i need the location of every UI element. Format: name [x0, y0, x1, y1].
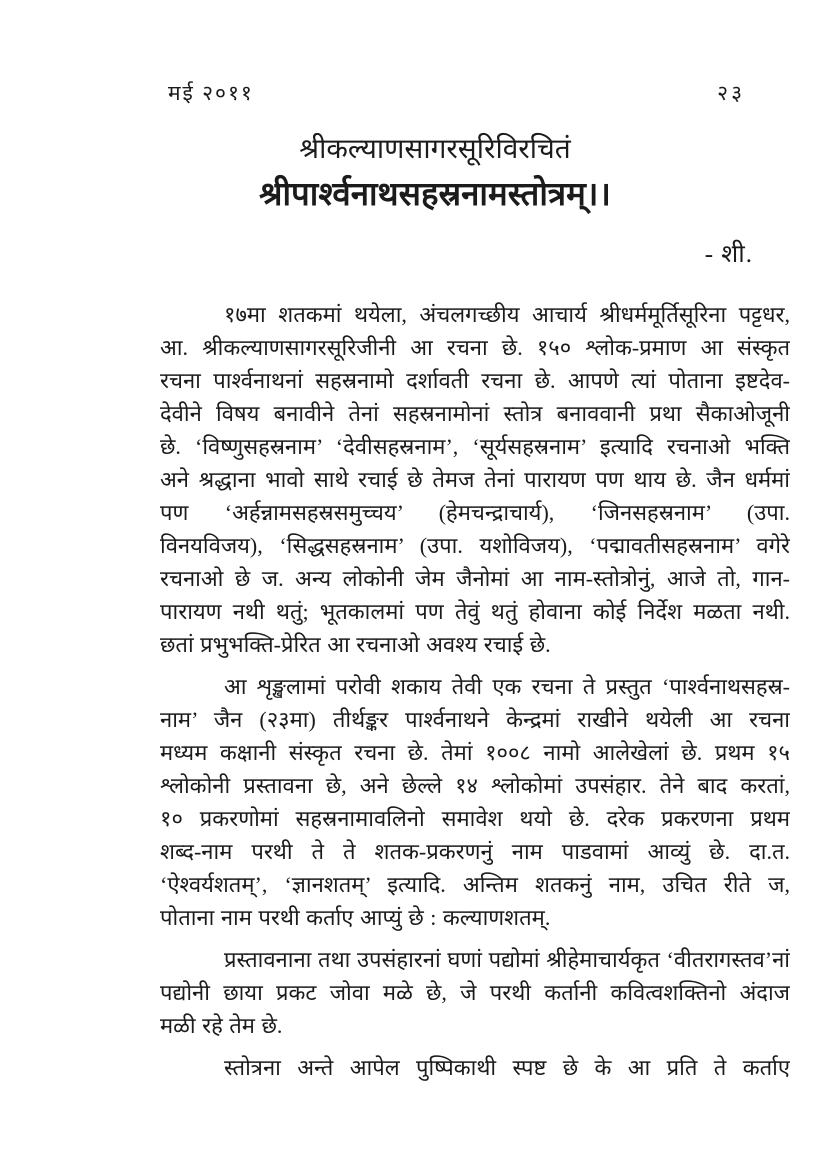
author-attribution: - शी.	[704, 241, 753, 268]
text-line: ‘ऐश्वर्यशतम्’, ‘ज्ञानशतम्’ इत्यादि. अन्तिम शतकनुं नाम, उचित रीते ज,	[160, 872, 790, 897]
title-block	[80, 130, 790, 220]
text-line: देवीने विषय बनावीने तेनां सहस्रनामोनां स्तोत्र बनाववानी प्रथा सैकाओजूनी	[160, 401, 790, 426]
text-line: पोताना नाम परथी कर्ताए आप्युं छे : कल्याणशतम्.	[160, 905, 551, 930]
text-line: शब्द-नाम परथी ते ते शतक-प्रकरणनुं नाम पाडवामां आव्युं छे. दा.त.	[160, 839, 790, 864]
text-line: पण ‘अर्हन्नामसहस्रसमुच्चय’ (हेमचन्द्राचार्य), ‘जिनसहस्रनाम’ (उपा.	[160, 500, 790, 525]
text-line: प्रस्तावनाना तथा उपसंहारनां घणां पद्योमां श्रीहेमाचार्यकृत ‘वीतरागस्तव’नां	[224, 947, 790, 972]
text-line: नाम’ जैन (२३मा) तीर्थङ्कर पार्श्वनाथने केन्द्रमां राखीने थयेली आ रचना	[160, 707, 790, 732]
text-line: मळी रहे तेम छे.	[160, 1013, 283, 1038]
text-line: १७मा शतकमां थयेला, अंचलगच्छीय आचार्य श्रीधर्ममूर्तिसूरिना पट्टधर,	[224, 302, 790, 327]
text-line: १० प्रकरणोमां सहस्रनामावलिनो समावेश थयो छे. दरेक प्रकरणना प्रथम	[160, 806, 790, 831]
text-line: श्लोकोनी प्रस्तावना छे, अने छेल्ले १४ श्लोकोमां उपसंहार. तेने बाद करतां,	[160, 773, 790, 798]
text-line: छतां प्रभुभक्ति-प्रेरित आ रचनाओ अवश्य रचाई छे.	[160, 632, 551, 657]
paragraph	[160, 1051, 790, 1084]
text-line: आ शृङ्खलामां परोवी शकाय तेवी एक रचना ते प्रस्तुत ‘पार्श्वनाथसहस्र-	[224, 674, 790, 699]
text-line: अने श्रद्धाना भावो साथे रचाई छे तेमज तेनां पारायण पण थाय छे. जैन धर्ममां	[160, 467, 790, 492]
paragraph	[160, 943, 790, 1042]
text-line: छे. ‘विष्णुसहस्रनाम’ ‘देवीसहस्रनाम’, ‘सूर्यसहस्रनाम’ इत्यादि रचनाओ भक्ति	[160, 434, 790, 459]
text-line: मध्यम कक्षानी संस्कृत रचना छे. तेमां १००८ नामो आलेखेलां छे. प्रथम १५	[160, 740, 790, 765]
composer-line: श्रीकल्याणसागरसूरिविरचितं	[299, 134, 571, 165]
text-line: रचना पार्श्वनाथनां सहस्रनामो दर्शावती रचना छे. आपणे त्यां पोताना इष्टदेव-	[160, 368, 790, 393]
text-line: स्तोत्रना अन्ते आपेल पुष्पिकाथी स्पष्ट छे के आ प्रति ते कर्ताए	[224, 1055, 790, 1080]
text-line: आ. श्रीकल्याणसागरसूरिजीनी आ रचना छे. १५० श्लोक-प्रमाण आ संस्कृत	[160, 335, 790, 360]
text-line: पद्योनी छाया प्रकट जोवा मळे छे, जे परथी कर्तानी कवित्वशक्तिनो अंदाज	[160, 980, 790, 1005]
paragraph	[160, 670, 790, 934]
article-body	[160, 298, 790, 1093]
text-line: विनयविजय), ‘सिद्धसहस्रनाम’ (उपा. यशोविजय), ‘पद्मावतीसहस्रनाम’ वगेरे	[160, 533, 790, 558]
text-line: रचनाओ छे ज. अन्य लोकोनी जेम जैनोमां आ नाम-स्तोत्रोनुं, आजे तो, गान-	[160, 566, 790, 591]
issue-date: मई २०११	[168, 81, 254, 105]
page-number: २३	[717, 81, 745, 105]
paragraph	[160, 298, 790, 661]
page-header	[160, 80, 790, 106]
main-title: श्रीपार्श्वनाथसहस्रनामस्तोत्रम्।।	[259, 177, 611, 213]
text-line: पारायण नथी थतुं; भूतकालमां पण तेवुं थतुं होवाना कोई निर्देश मळता नथी.	[160, 599, 790, 624]
